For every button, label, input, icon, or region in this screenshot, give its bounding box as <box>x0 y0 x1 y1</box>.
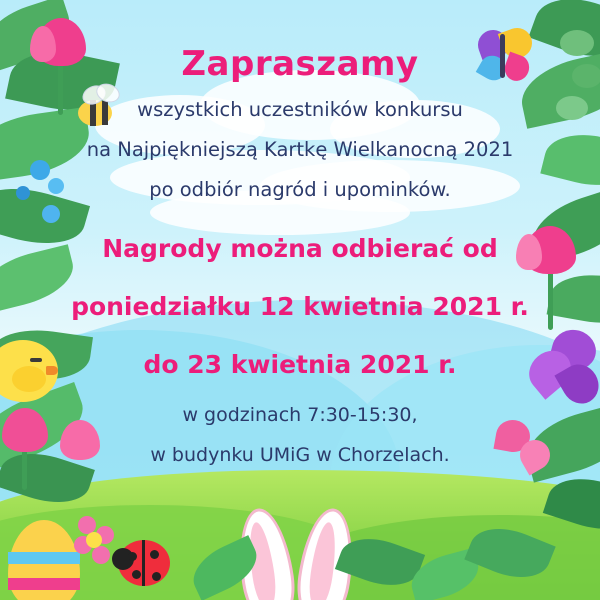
page-title: Zapraszamy <box>181 44 419 84</box>
subtitle-line-3: po odbiór nagród i upominków. <box>149 178 451 201</box>
headline-line-3: do 23 kwietnia 2021 r. <box>143 350 457 379</box>
headline-line-2: poniedziałku 12 kwietnia 2021 r. <box>71 292 529 321</box>
footer-line-1: w godzinach 7:30-15:30, <box>182 404 418 426</box>
headline-line-1: Nagrody można odbierać od <box>102 234 498 263</box>
subtitle-line-1: wszystkich uczestników konkursu <box>137 98 463 121</box>
subtitle-line-2: na Najpiękniejszą Kartkę Wielkanocną 2021 <box>86 138 514 161</box>
footer-line-2: w budynku UMiG w Chorzelach. <box>150 444 450 466</box>
